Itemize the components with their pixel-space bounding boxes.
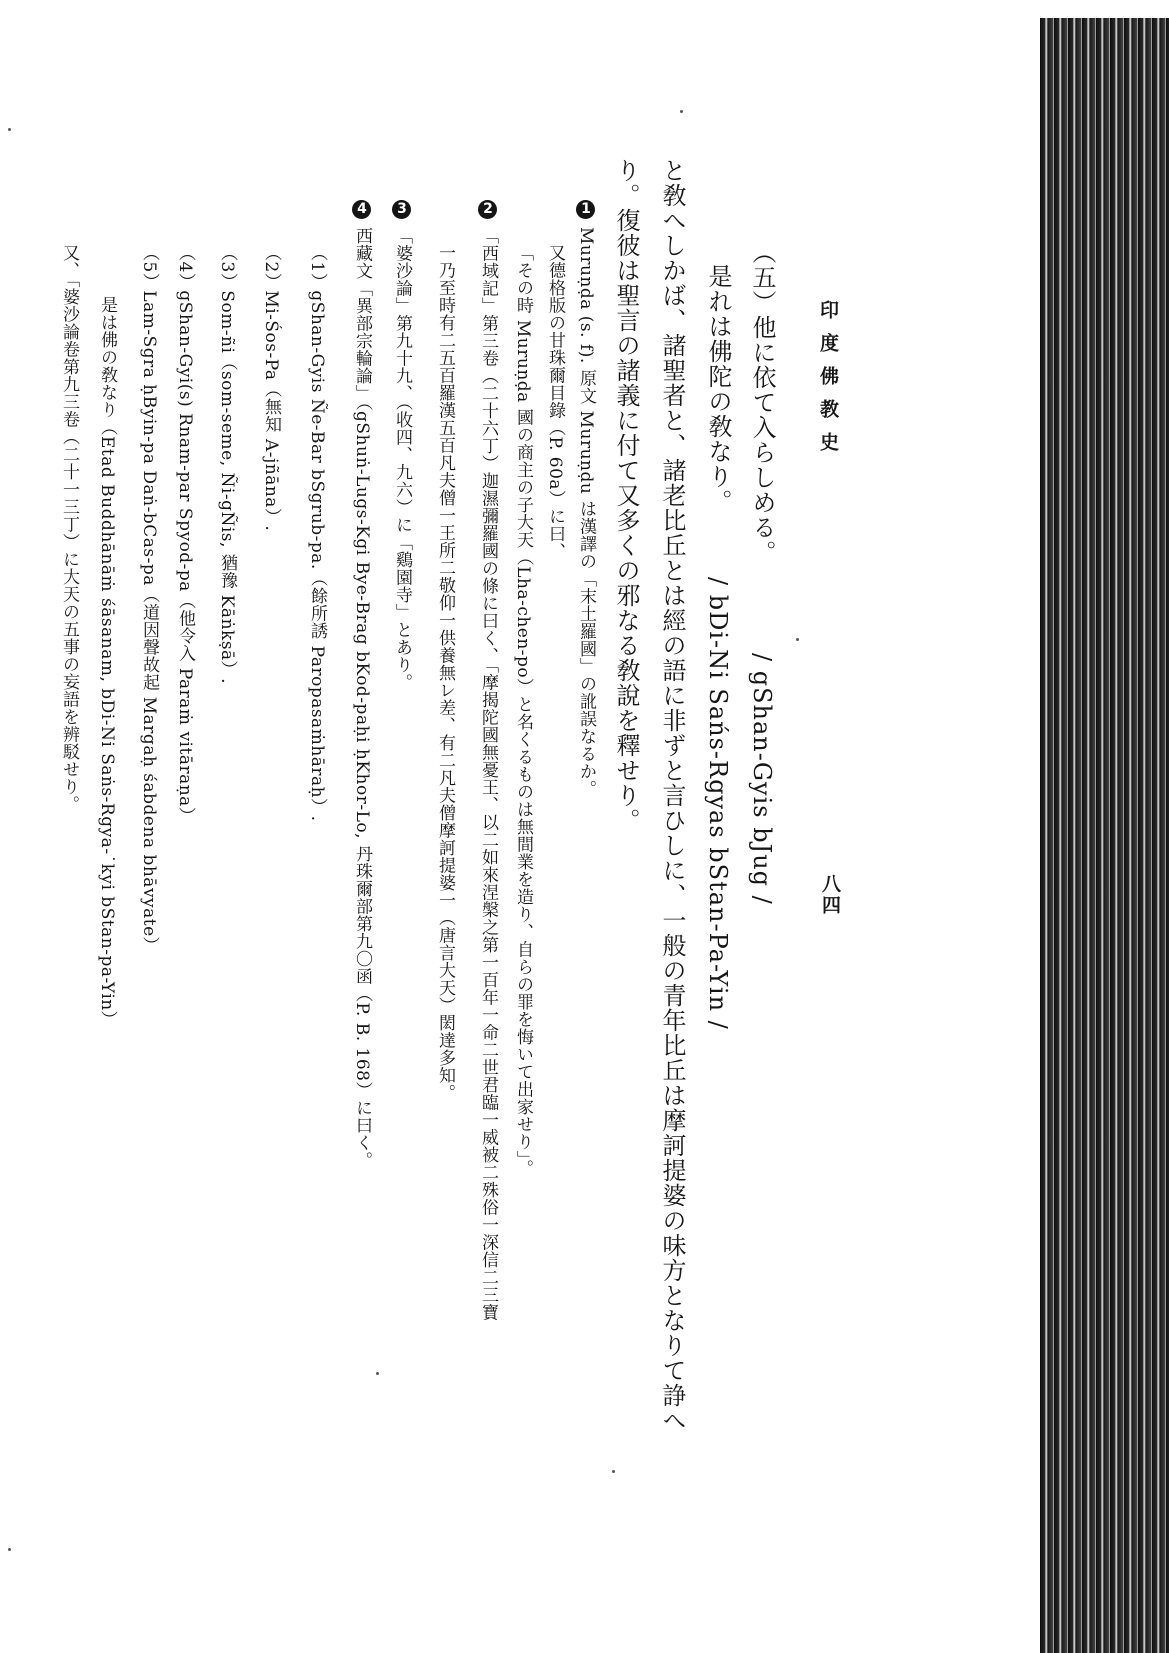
scan-speck	[8, 128, 11, 131]
body-line-4: り。復彼は聖言の諸義に付て又多くの邪なる敎說を釋せり。	[612, 158, 640, 833]
footnote-list-item	[262, 244, 279, 531]
note-marker: 4	[354, 201, 370, 218]
body-line-1: （五）他に依て入らしめる。 / gShan-Gyis bJug /	[748, 240, 776, 905]
scan-speck	[680, 110, 683, 113]
footnote-3	[392, 200, 411, 691]
footnote-line	[98, 296, 115, 1028]
footnote-list-item	[218, 244, 235, 684]
body-line-3: と敎へしかば、諸聖者と、諸老比丘とは經の語に非ずと言ひしに、一般の青年比丘は摩訶提婆の味方となりて諍へ	[658, 158, 686, 1433]
footnote-1	[576, 200, 595, 798]
scan-speck	[8, 1548, 11, 1551]
footnote-2	[478, 200, 497, 1321]
note-text: 是は佛の敎なり（Etad Buddhānāṁ śāsanam, bDi-Ni Saṅs-Rgya-˙kyi bStan-pa-Yin）	[97, 296, 117, 1029]
note-text: 「その時 Muruṇḍa 國の商主の子大天（Lha-chen-po）と名くるものは無間業を造り、自らの罪を悔いて出家せり」。	[513, 244, 533, 1178]
note-text: （4）gShan-Gyi(s) Rnam-par Spyod-pa（他令入 Paraṁ vitāraṇa）	[175, 244, 195, 825]
footnote-list-item	[140, 244, 157, 954]
footnote-4	[352, 200, 371, 1169]
note-text: （1）gShan-Gyis Ñe-Bar bSgrub-pa.（餘所誘 Paropasaṁhāraḥ）.	[307, 244, 327, 822]
running-head: 印度佛教史	[817, 300, 839, 465]
footnote-line	[514, 244, 531, 1177]
body-line-2: 是れは佛陀の敎なり。 / bDi-Ni Sańs-Rgyas bStan-Pa-Yin /	[704, 264, 732, 1030]
footnote-line	[60, 244, 77, 813]
footnote-line	[436, 244, 453, 1102]
note-text: 西藏文「異部宗輪論」（gShuṅ-Lugs-Kgi Bye-Brag bKod-paḥi ḥKhor-Lo, 丹珠爾部第九〇函（P. B. 168）に曰く。	[352, 227, 372, 1169]
footnote-list-item	[176, 244, 193, 824]
note-marker: 3	[394, 201, 410, 218]
note-text: 「西域記」第三卷（二十六丁）迦濕彌羅國の條に曰く、「摩揭陀國無憂王、以二如來涅槃之第一百年一命二世君臨一威被二殊俗一深信二三寶	[478, 227, 498, 1321]
note-text: 一乃至時有二五百羅漢五百凡夫僧一王所二敬仰一供養無レ差、有二凡夫僧摩訶提婆一（唐言大天）閎達多知。	[435, 244, 455, 1102]
scan-speck	[612, 1470, 615, 1473]
footnote-list-item	[308, 244, 325, 822]
note-text: （5）Lam-Sgra ḥByin-pa Daṅ-bCas-pa（道因聲故起 Margaḥ śabdena bhāvyate）	[139, 244, 159, 955]
note-marker: 1	[578, 201, 594, 218]
note-text: 又、「婆沙論卷第九三卷（二十一三丁）に大天の五事の妄語を辨駁せり。	[59, 244, 79, 813]
scan-speck	[376, 1372, 379, 1375]
note-text: （2）Mi-Śos-Pa（無知 A-jñāna）.	[261, 244, 281, 532]
footnote-line	[546, 244, 563, 560]
book-page-edges	[1040, 18, 1169, 1653]
note-text: Muruṇḍa (s. f). 原文 Muruṇḍu は漢譯の「末土羅國」の訛誤なるか。	[576, 227, 596, 798]
scan-speck	[796, 638, 799, 641]
note-text: （3）Som-ñi（som-seme, Ñi-gÑis, 猶豫 Kāṅkṣā）.	[217, 244, 237, 685]
note-marker: 2	[480, 201, 496, 218]
page-number: 八四	[819, 874, 841, 916]
note-text: 「婆沙論」第九十九、（收四、九六）に「鷄園寺」とあり。	[392, 227, 412, 691]
note-text: 又德格版の甘珠爾目錄（P. 60a）に曰、	[545, 244, 565, 561]
